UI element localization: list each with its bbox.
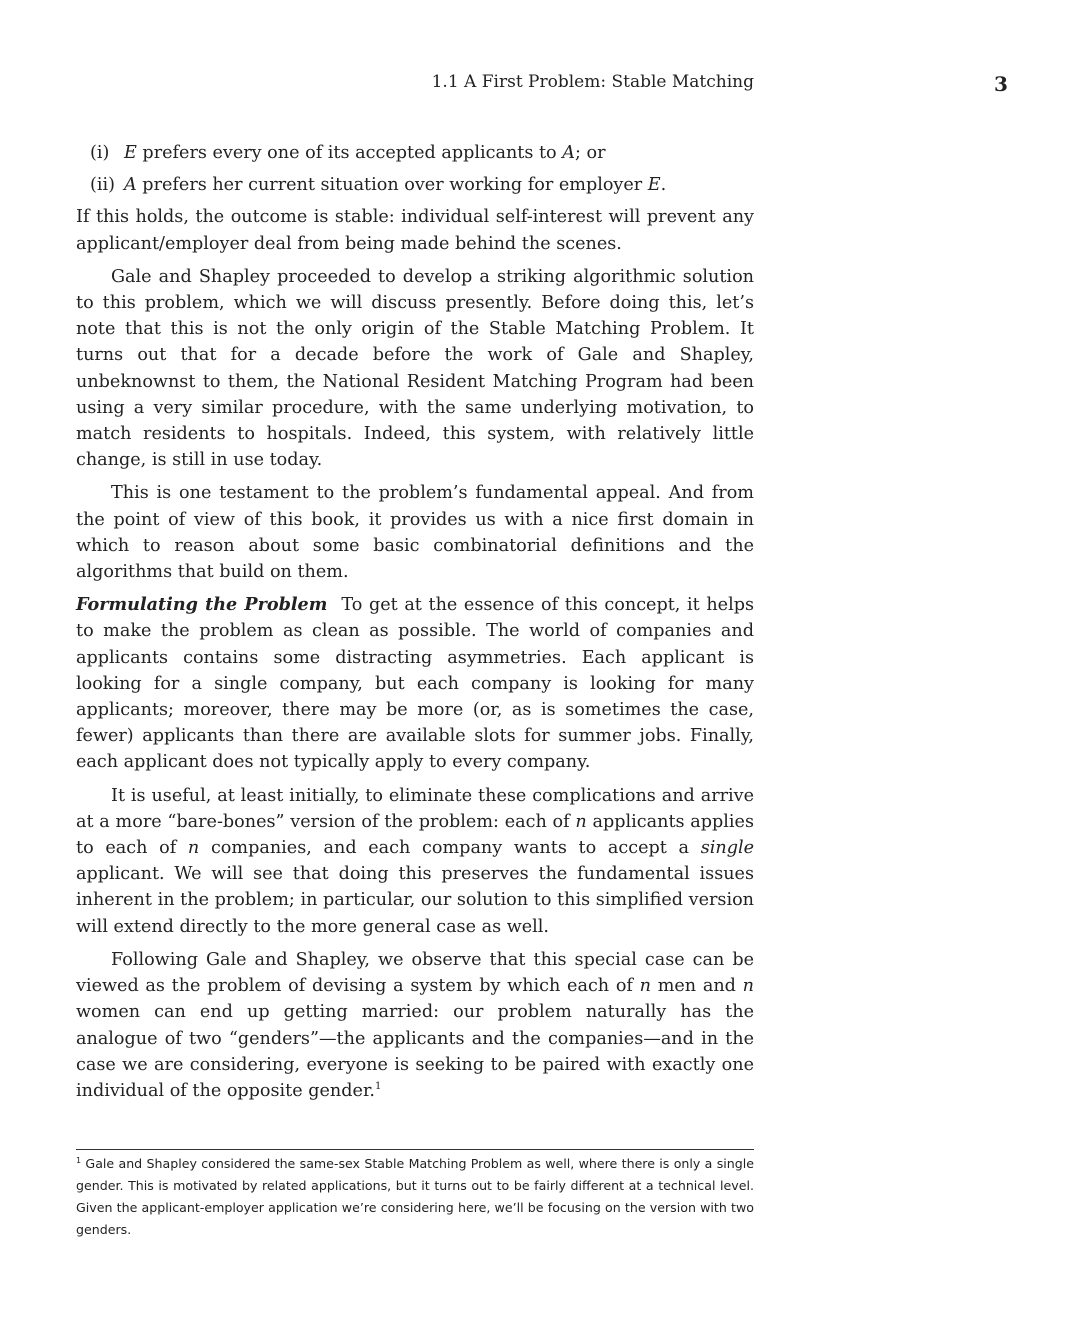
variable: n bbox=[187, 838, 200, 859]
item-label: (ii) bbox=[90, 175, 115, 196]
footnote-text: Gale and Shapley considered the same-sex Stable Matching Problem as well, where there is only a single gender. This is motivated by related applications, but it turns out to be fairly different at a technical level. Given the applicant-employer application we’re considering here, we’ll be focusing on the version with two genders. bbox=[76, 1156, 754, 1237]
paragraph-text: women can end up getting married: our problem naturally has the analogue of two “genders”—the applicants and the companies—and in the case we are considering, everyone is seeking to be paired with exactly one individual of the opposite gender. bbox=[76, 1002, 754, 1101]
variable: n bbox=[742, 976, 754, 997]
footnote-marker[interactable]: 1 bbox=[375, 1080, 382, 1092]
condition-item bbox=[90, 172, 754, 198]
paragraph bbox=[76, 592, 754, 775]
condition-item bbox=[90, 140, 754, 166]
paragraph bbox=[76, 783, 754, 940]
running-header: 1.1 A First Problem: Stable Matching bbox=[431, 72, 754, 92]
paragraph-text: To get at the essence of this concept, it helps to make the problem as clean as possible. The world of companies and applicants contains some distracting asymmetries. Each applicant is looking for a single company, but each company is looking for many applicants; moreover, there may be more (or, as is sometimes the case, fewer) applicants than there are available slots for summer jobs. Finally, each applicant does not typically apply to every company. bbox=[76, 595, 754, 773]
section-heading: Formulating the Problem bbox=[76, 594, 328, 616]
variable: n bbox=[575, 811, 587, 832]
paragraph-text: applicants applies to each of bbox=[76, 811, 754, 859]
paragraph-text: Following Gale and Shapley, we observe that this special case can be viewed as the problem of devising a system by which each of bbox=[76, 949, 754, 997]
item-text: prefers every one of its accepted applicants to bbox=[136, 143, 563, 163]
emphasis: single bbox=[700, 838, 754, 859]
paragraph: If this holds, the outcome is stable: individual self-interest will prevent any applicant/employer deal from being made behind the scenes. bbox=[76, 207, 754, 254]
paragraph: Gale and Shapley proceeded to develop a striking algorithmic solution to this problem, which we will discuss presently. Before doing this, let’s note that this is not the only origin of the Stable Matching Problem. It turns out that for a decade before the work of Gale and Shapley, unbeknownst to them, the National Resident Matching Program had been using a very similar procedure, with the same underlying motivation, to match residents to hospitals. Indeed, this system, with relatively little change, is still in use today. bbox=[76, 266, 754, 471]
footnote-number: 1 bbox=[76, 1156, 82, 1165]
footnote bbox=[76, 1153, 754, 1241]
variable: n bbox=[639, 976, 651, 997]
page-number: 3 bbox=[994, 72, 1008, 96]
paragraph-text: companies, and each company wants to accept a bbox=[199, 838, 701, 859]
paragraph bbox=[76, 947, 754, 1104]
paragraph-text: applicant. We will see that doing this preserves the fundamental issues inherent in the problem; in particular, our solution to this simplified version will extend directly to the more general case as well. bbox=[76, 864, 754, 937]
paragraph-text: men and bbox=[651, 976, 743, 997]
item-label: (i) bbox=[90, 143, 110, 163]
item-text: ; or bbox=[574, 143, 606, 163]
item-text: . bbox=[660, 175, 667, 196]
variable: A bbox=[124, 175, 137, 196]
variable: E bbox=[647, 175, 661, 196]
footnote-divider bbox=[76, 1149, 754, 1150]
paragraph-text: It is useful, at least initially, to eliminate these complications and arrive at a more “bare-bones” version of the problem: each of bbox=[76, 785, 754, 832]
variable: E bbox=[124, 143, 137, 163]
item-text: prefers her current situation over working for employer bbox=[136, 175, 648, 196]
variable: A bbox=[562, 143, 575, 163]
paragraph: This is one testament to the problem’s fundamental appeal. And from the point of view of this book, it provides us with a nice first domain in which to reason about some basic combinatorial definitions and the algorithms that build on them. bbox=[76, 483, 754, 583]
body-text bbox=[76, 140, 754, 1111]
